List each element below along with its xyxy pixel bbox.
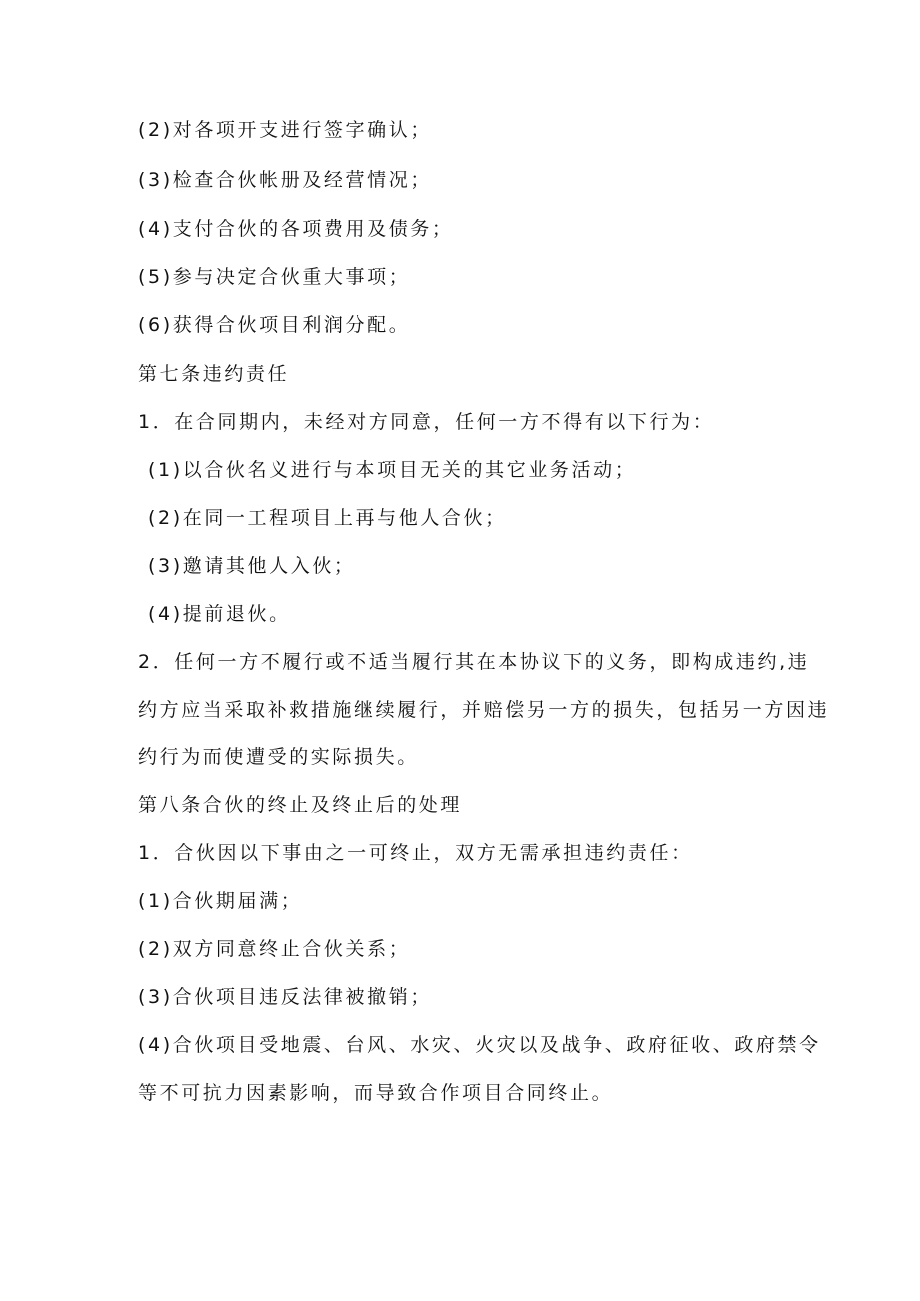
- text-line: 等不可抗力因素影响，而导致合作项目合同终止。: [138, 1082, 614, 1104]
- text-line: (2)在同一工程项目上再与他人合伙；: [148, 507, 507, 529]
- text-line: (2)双方同意终止合伙关系；: [138, 938, 411, 960]
- text-line: (1)以合伙名义进行与本项目无关的其它业务活动；: [148, 459, 637, 481]
- text-line: (1)合伙期届满；: [138, 890, 303, 912]
- text-line: (4)合伙项目受地震、台风、水灾、火灾以及战争、政府征收、政府禁令: [138, 1034, 821, 1056]
- section-heading: 第八条合伙的终止及终止后的处理: [138, 794, 463, 816]
- text-line: (4)支付合伙的各项费用及债务；: [138, 218, 454, 240]
- text-line: (3)邀请其他人入伙；: [148, 555, 356, 577]
- text-line: (2)对各项开支进行签字确认；: [138, 119, 432, 141]
- text-line: (3)合伙项目违反法律被撤销；: [138, 986, 432, 1008]
- text-line: (4)提前退伙。: [148, 603, 291, 625]
- text-line: 1．在合同期内，未经对方同意，任何一方不得有以下行为：: [138, 411, 715, 433]
- text-line: 2．任何一方不履行或不适当履行其在本协议下的义务，即构成违约,违: [138, 651, 810, 673]
- section-heading: 第七条违约责任: [138, 363, 290, 385]
- text-line: (6)获得合伙项目利润分配。: [138, 314, 411, 336]
- text-line: 约方应当采取补救措施继续履行，并赔偿另一方的损失，包括另一方因违: [138, 699, 830, 721]
- text-line: (5)参与决定合伙重大事项；: [138, 266, 411, 288]
- text-line: 1．合伙因以下事由之一可终止，双方无需承担违约责任：: [138, 842, 693, 864]
- text-line: (3)检查合伙帐册及经营情况；: [138, 169, 432, 191]
- text-line: 约行为而使遭受的实际损失。: [138, 746, 419, 768]
